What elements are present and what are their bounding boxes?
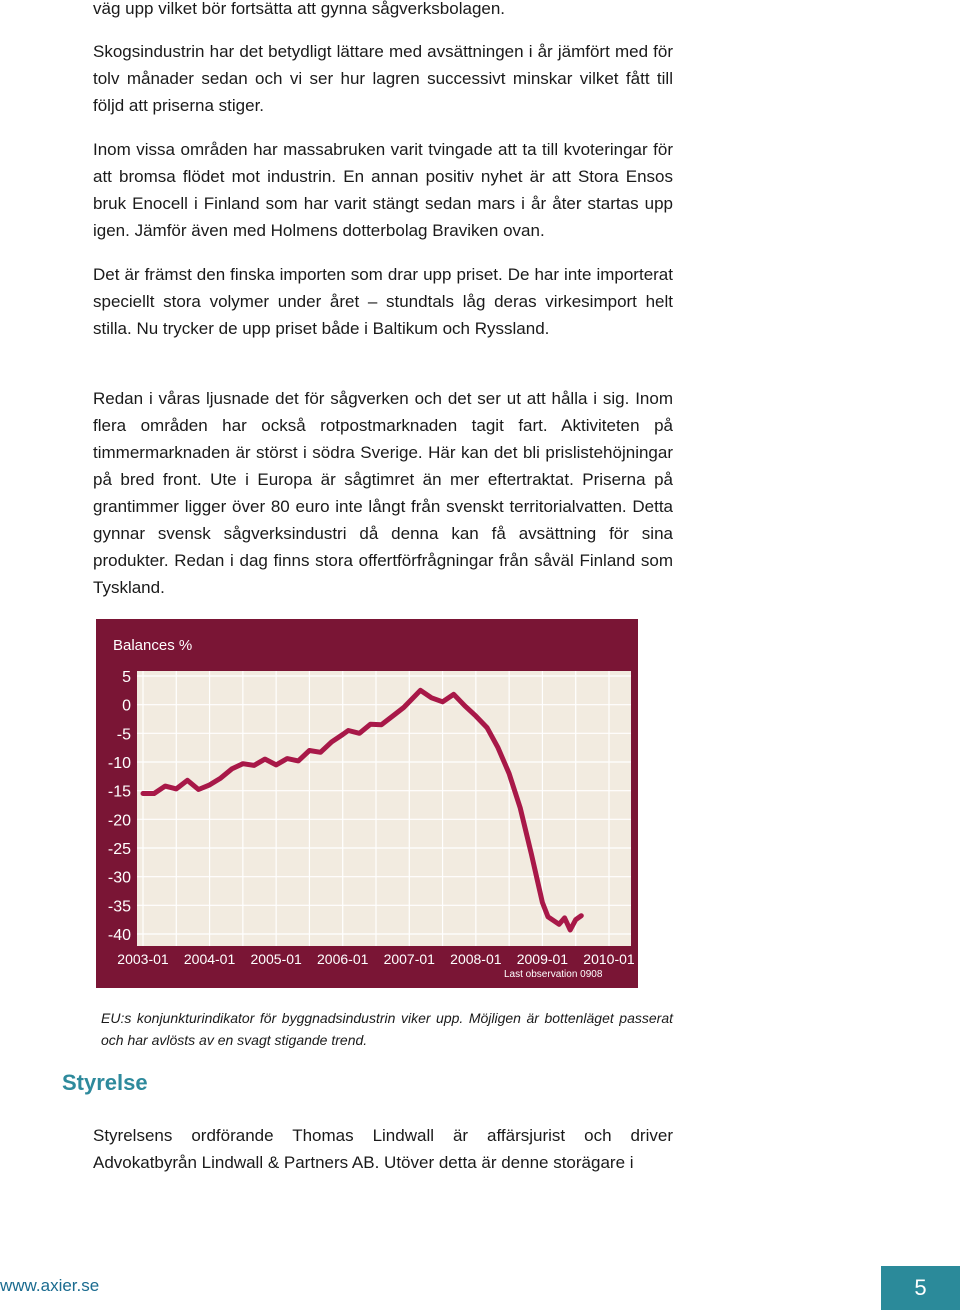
- x-tick-label: 2007-01: [383, 951, 435, 967]
- y-tick-label: 5: [122, 669, 131, 686]
- y-tick-label: -15: [107, 783, 131, 801]
- page-number-box: [881, 1266, 960, 1310]
- balances-chart: [96, 619, 638, 988]
- section-heading: Styrelse: [62, 1070, 148, 1095]
- y-tick-label: -25: [107, 841, 131, 858]
- body-paragraph: Skogsindustrin har det betydligt lättare med avsättningen i år jämfört med för tolv månader sedan och vi ser hur lagren successivt minskar vilket fått till följd att priserna stiger.: [93, 42, 673, 115]
- y-tick-label: -35: [107, 898, 131, 916]
- x-tick-label: 2003-01: [117, 951, 169, 967]
- x-tick-label: 2004-01: [183, 951, 236, 967]
- body-paragraph: väg upp vilket bör fortsätta att gynna sågverksbolagen.: [93, 0, 506, 18]
- y-tick-label: -40: [107, 927, 131, 944]
- y-tick-label: -10: [107, 755, 131, 772]
- x-tick-label: 2009-01: [516, 951, 569, 967]
- page-number: 5: [914, 1275, 927, 1300]
- chart-title: Balances %: [113, 637, 193, 654]
- y-tick-label: -20: [107, 812, 131, 830]
- body-paragraph: Inom vissa områden har massabruken varit tvingade att ta till kvoteringar för att bromsa flödet mot industrin. En annan positiv nyhet är att Stora Ensos bruk Enocell i Finland som har varit stängt sedan mars i år åter startas upp igen. Jämför även med Holmens dotterbolag Braviken ovan.: [93, 140, 673, 240]
- body-paragraph: Det är främst den finska importen som drar upp priset. De har inte importerat speciellt stora volymer under året – stundtals låg deras virkesimport helt stilla. Nu trycker de upp priset både i Baltikum och Ryssland.: [93, 265, 673, 338]
- chart-svg: [96, 619, 638, 988]
- x-tick-label: 2005-01: [250, 951, 302, 967]
- body-paragraph: Styrelsens ordförande Thomas Lindwall är affärsjurist och driver Advokatbyrån Lindwall & Partners AB. Utöver detta är denne storägare i: [93, 1126, 673, 1172]
- x-tick-label: 2010-01: [583, 951, 635, 967]
- y-tick-label: -5: [116, 726, 131, 744]
- footer-website-link[interactable]: www.axier.se: [0, 1276, 100, 1295]
- x-tick-label: 2006-01: [317, 951, 369, 967]
- body-paragraph: Redan i våras ljusnade det för sågverken och det ser ut att hålla i sig. Inom flera områden har också rotpostmarknaden tagit fart. Aktiviteten på timmermarknaden är störst i södra Sverige. Här kan det bli prislistehöjningar på bred front. Ute i Europa är sågtimret än mer eftertraktat. Priserna på grantimmer ligger över 80 euro inte långt från svenskt territorialvatten. Detta gynnar svensk sågverksindustri då denna kan få avsättning för sina produkter. Redan i dag finns stora offertförfrågningar från såväl Finland som Tyskland.: [93, 389, 673, 597]
- x-tick-label: 2008-01: [450, 951, 502, 967]
- y-tick-label: 0: [122, 697, 131, 715]
- y-tick-label: -30: [107, 869, 131, 887]
- figure-caption: EU:s konjunkturindikator för byggnadsindustrin viker upp. Möjligen är bottenläget passerat och har avlösts av en svagt stigande trend.: [101, 1010, 673, 1048]
- chart-note: Last observation 0908: [504, 969, 603, 980]
